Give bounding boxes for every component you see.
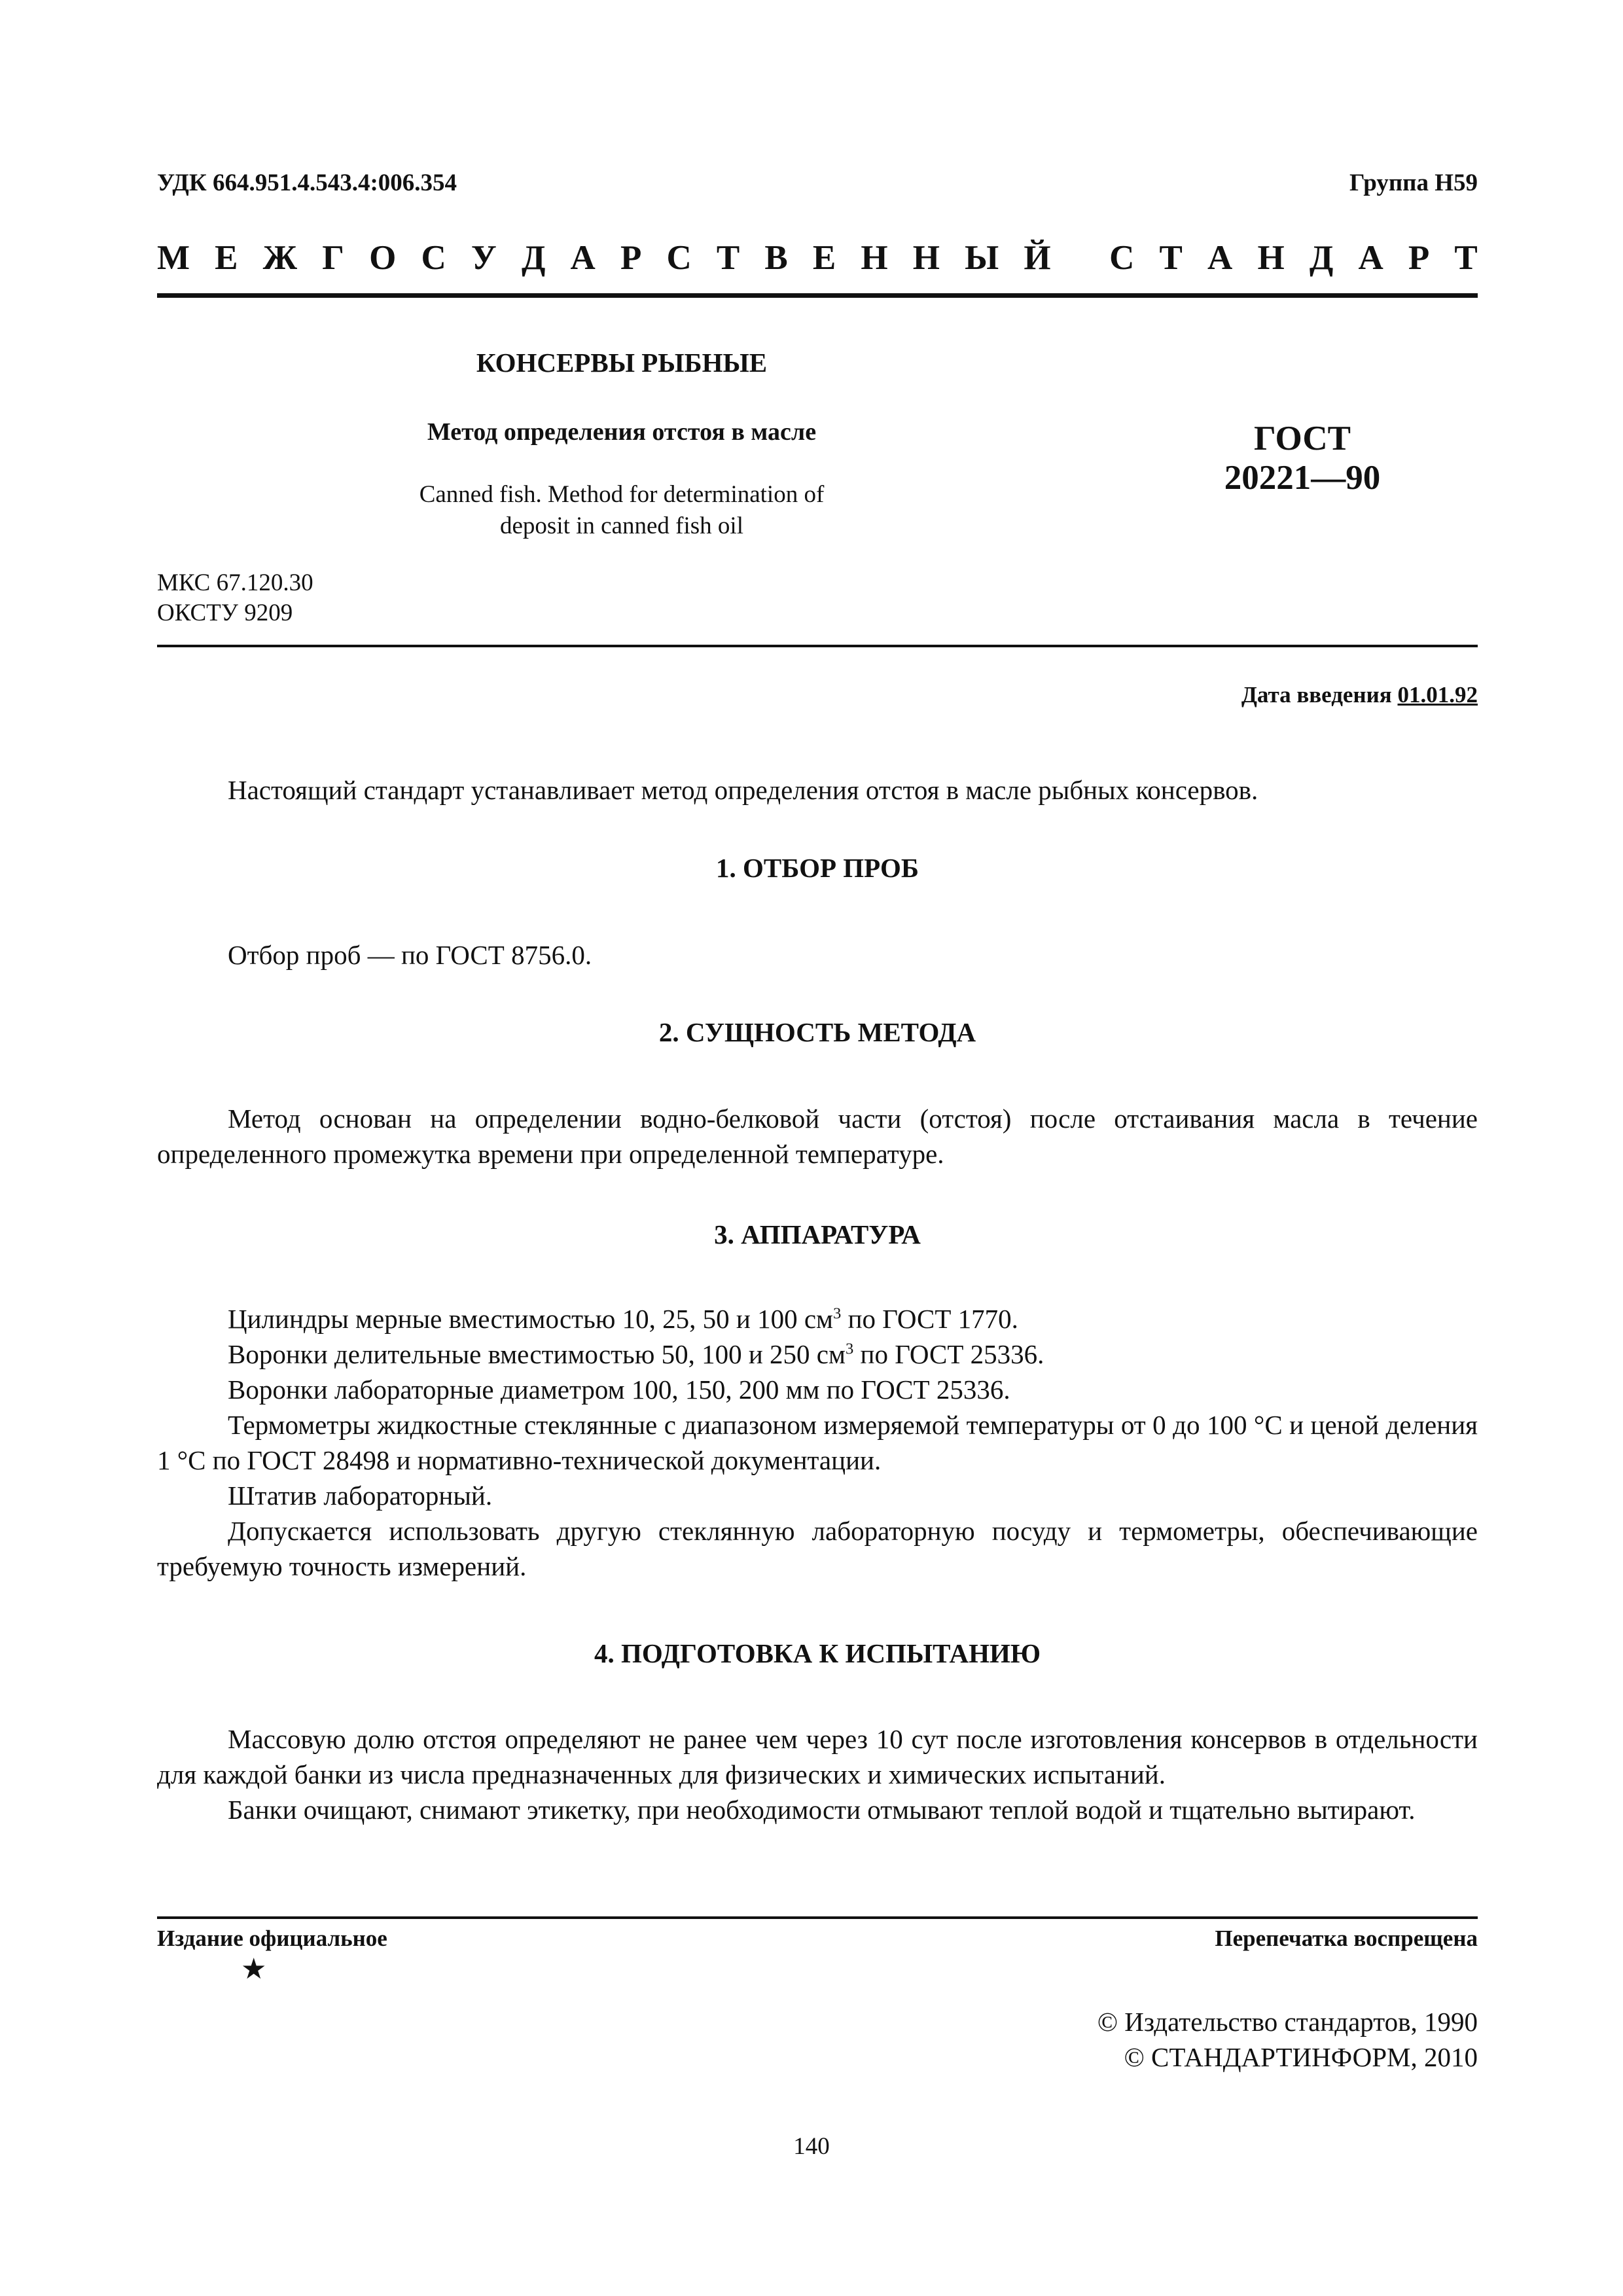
interstate-letter: Й [1024,239,1051,277]
english-title-line-1: Canned fish. Method for determination of [419,481,825,508]
section-4-body [157,1721,1478,1827]
gost-label: ГОСТ [1254,420,1351,457]
section-3-heading: 3. АППАРАТУРА [714,1219,921,1249]
official-edition-label: Издание официальное [157,1926,387,1951]
title-rule [157,645,1478,647]
document-subtitle: Метод определения отстоя в масле [427,418,817,446]
udk-code: УДК 664.951.4.543.4:006.354 [157,170,457,196]
copyright-2010: © СТАНДАРТИНФОРМ, 2010 [1124,2042,1478,2072]
interstate-letter: А [570,239,596,277]
intro-text: Настоящий стандарт устанавливает метод определения отстоя в масле рыбных консервов. [228,775,1258,805]
interstate-letter: Г [322,239,344,277]
section-2-body [157,1101,1478,1172]
interstate-letter: А [1207,239,1233,277]
footer-rule [157,1916,1478,1919]
copyright-1990: © Издательство стандартов, 1990 [1097,2007,1478,2037]
reprint-prohibited-label: Перепечатка воспрещена [1215,1926,1478,1951]
interstate-letter: М [157,239,190,277]
interstate-letter: У [471,239,497,277]
section-1-body [157,937,1478,973]
section-3-body [157,1301,1478,1584]
interstate-letter: А [1358,239,1383,277]
interstate-letter: Д [1309,239,1334,277]
header-rule [157,293,1478,298]
star-icon: ★ [241,1953,267,1985]
apparatus-lab-funnels: Воронки лабораторные диаметром 100, 150, 200 мм по ГОСТ 25336. [228,1374,1010,1405]
apparatus-separating-funnels: Воронки делительные вместимостью 50, 100 и 250 $см^3$ по ГОСТ 25336. [228,1339,1044,1369]
preparation-para-2: Банки очищают, снимают этикетку, при необходимости отмывают теплой водой и тщательно вытирают. [228,1795,1416,1825]
apparatus-thermometers: Термометры жидкостные стеклянные с диапазоном измеряемой температуры от 0 до 100 °С и ценой деления 1 °С по ГОСТ 28498 и нормативно-технической документации. [157,1410,1478,1475]
interstate-letter: С [666,239,692,277]
interstate-letter: В [764,239,788,277]
intro-paragraph [157,772,1478,808]
interstate-letter: С [421,239,446,277]
apparatus-stand: Штатив лабораторный. [228,1480,493,1511]
classification-codes [157,568,313,628]
gost-designation [1113,419,1492,497]
interstate-letter: С [1109,239,1135,277]
section-4-heading: 4. ПОДГОТОВКА К ИСПЫТАНИЮ [594,1638,1041,1668]
interstate-letter: Н [912,239,940,277]
interstate-letter: Н [1257,239,1285,277]
date-label: Дата введения [1241,682,1392,708]
gost-number: 20221—90 [1224,459,1381,497]
interstate-letter: Е [812,239,836,277]
interstate-letter: Т [1159,239,1183,277]
english-title-line-2: deposit in canned fish oil [500,512,743,539]
interstate-letter: Т [716,239,740,277]
group-code: Группа Н59 [1349,170,1478,196]
interstate-standard-heading [157,238,1478,278]
document-title: КОНСЕРВЫ РЫБНЫЕ [476,348,768,378]
okstu-code: ОКСТУ 9209 [157,600,293,626]
apparatus-alternatives: Допускается использовать другую стеклянную лабораторную посуду и термометры, обеспечивающие требуемую точность измерений. [157,1516,1478,1581]
interstate-letter: Ж [262,239,298,277]
preparation-para-1: Массовую долю отстоя определяют не ранее чем через 10 сут после изготовления консервов в отдельности для каждой банки из числа предназначенных для физических и химических испытаний. [157,1724,1478,1789]
section-1-text: Отбор проб — по ГОСТ 8756.0. [228,940,592,970]
interstate-letter: Р [620,239,642,277]
interstate-letter: Е [215,239,238,277]
copyright-block [1097,2004,1478,2075]
interstate-letter: Д [521,239,546,277]
interstate-letter: Ы [965,239,999,277]
apparatus-cylinders: Цилиндры мерные вместимостью 10, 25, 50 и 100 $см^3$ по ГОСТ 1770. [228,1304,1018,1334]
interstate-letter: О [369,239,397,277]
date-value: 01.01.92 [1397,682,1478,708]
interstate-letter [1076,238,1084,278]
section-1-heading: 1. ОТБОР ПРОБ [716,853,919,883]
interstate-letter: Р [1408,239,1430,277]
section-2-text: Метод основан на определении водно-белковой части (отстоя) после отстаивания масла в течение определенного промежутка времени при определенной температуре. [157,1103,1478,1169]
introduction-date [1241,682,1478,708]
mks-code: МКС 67.120.30 [157,569,313,596]
page-number: 140 [793,2133,830,2160]
section-2-heading: 2. СУЩНОСТЬ МЕТОДА [658,1017,976,1047]
interstate-letter: Т [1454,239,1478,277]
english-title [366,479,877,542]
interstate-letter: Н [861,239,888,277]
